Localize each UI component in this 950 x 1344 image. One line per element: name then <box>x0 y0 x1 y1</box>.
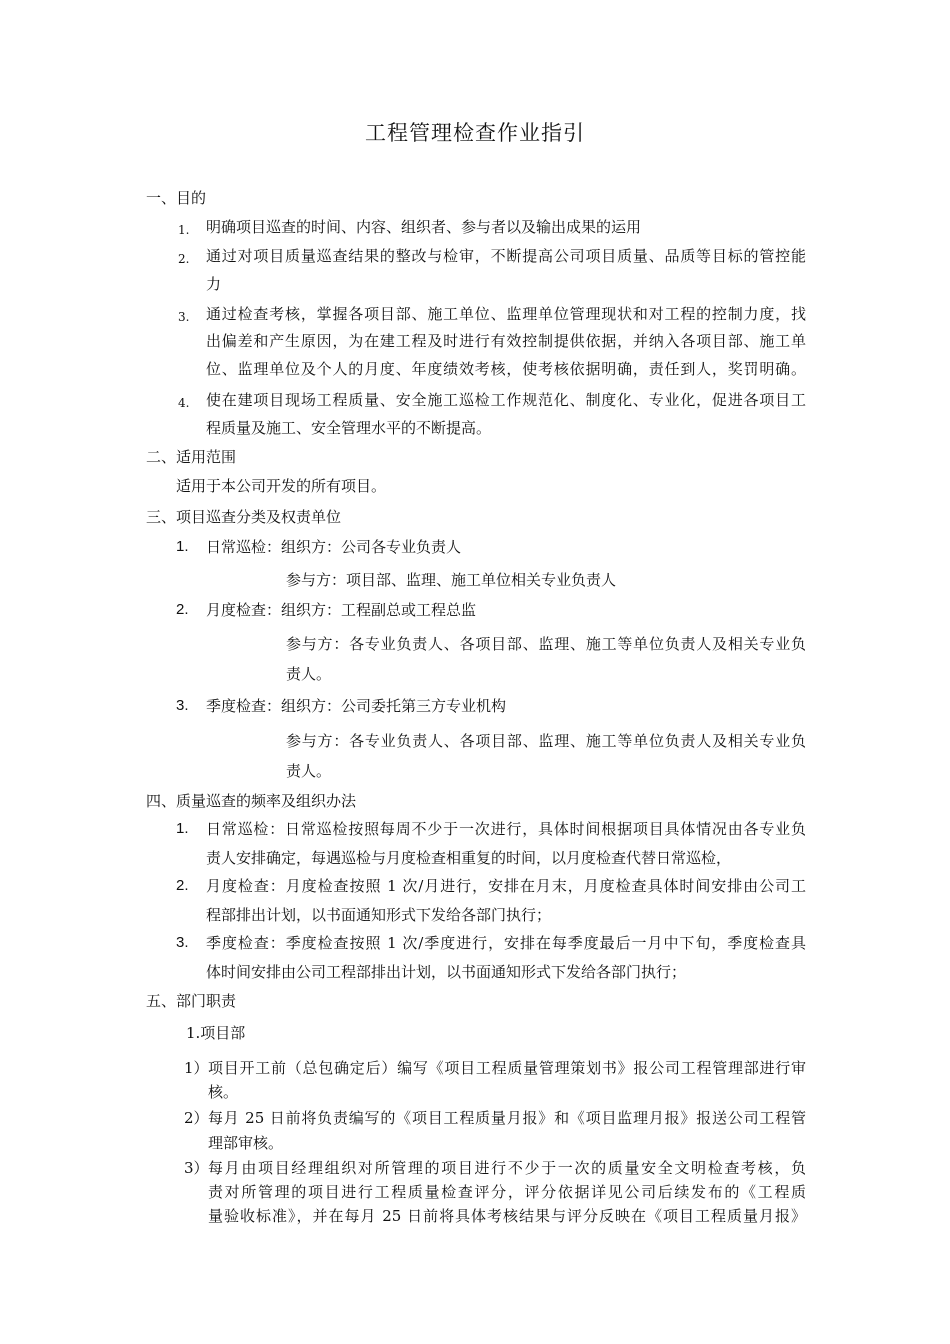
list-item-text: 通过检查考核，掌握各项目部、施工单位、监理单位管理现状和对工程的控制力度，找 <box>206 305 806 323</box>
list-number: 3） <box>184 1159 209 1177</box>
list-number: 2. <box>176 877 189 894</box>
list-item-text: 使在建项目现场工程质量、安全施工巡检工作规范化、制度化、专业化，促进各项目工 <box>206 391 806 409</box>
list-item-text: 程质量及施工、安全管理水平的不断提高。 <box>206 419 492 437</box>
list-number: 2. <box>178 252 190 266</box>
category-participants: 参与方：项目部、监理、施工单位相关专业负责人 <box>286 571 617 589</box>
section-heading-responsibilities: 五、部门职责 <box>146 992 237 1010</box>
section-heading-purpose: 一、目的 <box>146 189 207 207</box>
list-number: 1. <box>178 223 190 237</box>
list-item-text: 理部审核。 <box>208 1134 284 1152</box>
list-item-text: 月度检查：月度检查按照 1 次/月进行，安排在月末，月度检查具体时间安排由公司工 <box>206 877 806 895</box>
list-item-text: 量验收标准》，并在每月 25 日前将具体考核结果与评分反映在《项目工程质量月报》 <box>208 1207 806 1225</box>
list-item-text: 核。 <box>208 1083 239 1101</box>
list-item-text: 每月 25 日前将负责编写的《项目工程质量月报》和《项目监理月报》报送公司工程管 <box>208 1109 806 1127</box>
scope-text: 适用于本公司开发的所有项目。 <box>176 477 387 495</box>
list-number: 3. <box>176 697 189 714</box>
category-label: 季度检查：组织方：公司委托第三方专业机构 <box>206 697 507 715</box>
category-label: 日常巡检：组织方：公司各专业负责人 <box>206 538 462 556</box>
list-item-text: 明确项目巡查的时间、内容、组织者、参与者以及输出成果的运用 <box>206 218 642 236</box>
section-heading-frequency: 四、质量巡查的频率及组织办法 <box>146 792 357 810</box>
list-item-text: 出偏差和产生原因，为在建工程及时进行有效控制提供依据，并纳入各项目部、施工单 <box>206 332 806 350</box>
list-number: 1） <box>184 1059 209 1077</box>
list-item-text: 程部排出计划，以书面通知形式下发给各部门执行； <box>206 906 552 924</box>
document-title: 工程管理检查作业指引 <box>365 121 585 145</box>
category-participants: 责人。 <box>286 665 332 683</box>
list-item-text: 每月由项目经理组织对所管理的项目进行不少于一次的质量安全文明检查考核，负 <box>208 1159 806 1177</box>
list-item-text: 季度检查：季度检查按照 1 次/季度进行，安排在每季度最后一月中下旬，季度检查具 <box>206 934 806 952</box>
list-number: 3. <box>178 310 190 324</box>
list-item-text: 位、监理单位及个人的月度、年度绩效考核，使考核依据明确，责任到人，奖罚明确。 <box>206 360 806 378</box>
list-item-text: 项目开工前（总包确定后）编写《项目工程质量管理策划书》报公司工程管理部进行审 <box>208 1059 806 1077</box>
list-number: 3. <box>176 934 189 951</box>
list-number: 2） <box>184 1109 209 1127</box>
category-participants: 参与方：各专业负责人、各项目部、监理、施工等单位负责人及相关专业负 <box>286 732 806 750</box>
list-item-text: 体时间安排由公司工程部排出计划，以书面通知形式下发给各部门执行； <box>206 963 687 981</box>
list-item-text: 通过对项目质量巡查结果的整改与检审，不断提高公司项目质量、品质等目标的管控能 <box>206 247 806 265</box>
list-item-text: 日常巡检：日常巡检按照每周不少于一次进行，具体时间根据项目具体情况由各专业负 <box>206 820 806 838</box>
list-number: 1. <box>176 538 189 555</box>
category-participants: 参与方：各专业负责人、各项目部、监理、施工等单位负责人及相关专业负 <box>286 635 806 653</box>
list-number: 2. <box>176 601 189 618</box>
list-item-text: 责对所管理的项目进行工程质量检查评分，评分依据详见公司后续发布的《工程质 <box>208 1183 806 1201</box>
list-item-text: 责人安排确定，每遇巡检与月度检查相重复的时间，以月度检查代替日常巡检， <box>206 849 732 867</box>
list-item-text: 力 <box>206 275 222 293</box>
section-heading-categories: 三、项目巡查分类及权责单位 <box>146 508 342 526</box>
subsection-title: 1.项目部 <box>186 1024 246 1042</box>
category-label: 月度检查：组织方：工程副总或工程总监 <box>206 601 477 619</box>
category-participants: 责人。 <box>286 762 332 780</box>
section-heading-scope: 二、适用范围 <box>146 448 237 466</box>
list-number: 4. <box>178 396 190 410</box>
list-number: 1. <box>176 820 189 837</box>
